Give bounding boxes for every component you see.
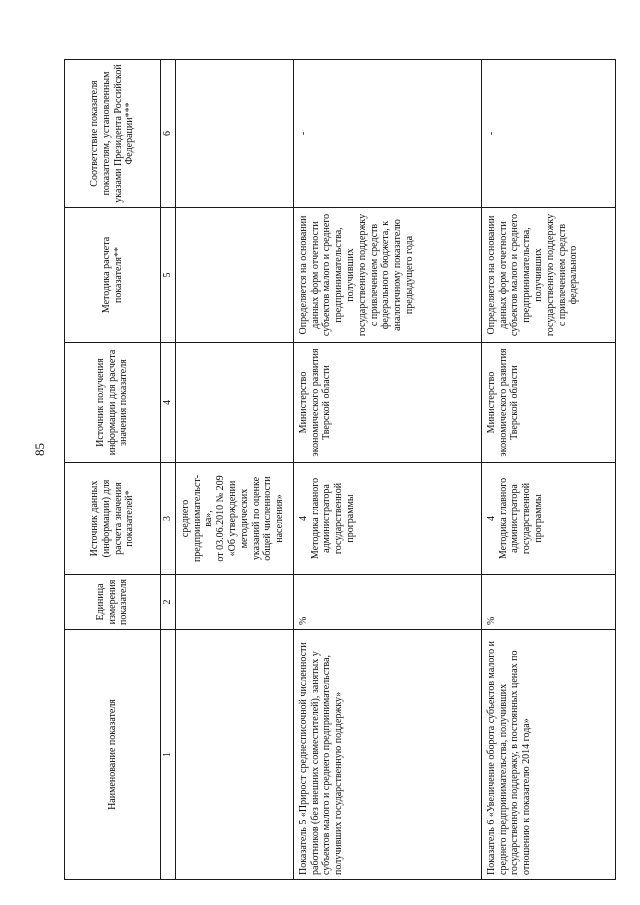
info-source-cell: Министерство экономического развития Тверской области (481, 343, 615, 463)
data-source-line: «Об утверждении (226, 480, 238, 557)
data-source-cell (481, 463, 615, 575)
table-header-row (65, 60, 161, 880)
info-source-cell (175, 343, 293, 463)
column-number: 5 (161, 208, 176, 343)
data-source-line: администратора (321, 484, 333, 553)
column-number-row (161, 60, 176, 880)
method-cell: Определяется на основании данных форм отчетности субъектов малого и среднего предпринимательства, получивших государственную поддержку с привлечением средств федерального (481, 208, 615, 343)
header-info-source: Источник получения информации для расчета значения показателя (65, 343, 161, 463)
data-source-line: администратора (509, 484, 521, 553)
header-compliance: Соответствие показателя показателям, установленным указами Президента Российской Федерации*** (65, 60, 161, 208)
column-number: 2 (161, 575, 176, 630)
page-number: 85 (32, 443, 47, 456)
compliance-cell: - (481, 60, 615, 208)
data-source-line: Методика главного (309, 477, 321, 560)
data-source-line: 4 (297, 516, 309, 521)
unit-cell: % (481, 575, 615, 630)
table-row (175, 60, 293, 880)
data-source-cell (175, 463, 293, 575)
data-source-line: предпринимательст- (191, 474, 203, 563)
header-indicator-name: Наименование показателя (65, 630, 161, 880)
data-source-line: среднего (179, 499, 191, 538)
table-row (481, 60, 615, 880)
data-source-line: от 03.06.2010 № 209 (215, 475, 227, 562)
data-source-line: программы (532, 494, 544, 543)
method-cell (175, 208, 293, 343)
data-source-line: государственной (521, 482, 533, 555)
unit-cell: % (293, 575, 481, 630)
compliance-cell: - (293, 60, 481, 208)
data-source-line: программы (344, 494, 356, 543)
indicator-name-cell (175, 630, 293, 880)
data-source-line: 4 (485, 516, 497, 521)
table-row (293, 60, 481, 880)
data-source-line: Методика главного (497, 477, 509, 560)
header-data-source: Источник данных (информации) для расчета значения показателей* (65, 463, 161, 575)
data-source-line: государственной (333, 482, 345, 555)
data-source-cell (293, 463, 481, 575)
method-cell: Определяется на основании данных форм отчетности субъектов малого и среднего предпринимательства, получивших государственную поддержку с привлечением средств федерального бюджета, к аналогичному показателю предыдущего года (293, 208, 481, 343)
compliance-cell (175, 60, 293, 208)
column-number: 4 (161, 343, 176, 463)
data-source-line: ва», (203, 510, 215, 527)
indicator-name-cell: Показатель 6 «Увеличение оборота субъектов малого и среднего предпринимательства, получивших государственную поддержку, в постоянных ценах по отношению к показателю 2014 года» (481, 630, 615, 880)
info-source-cell: Министерство экономического развития Тверской области (293, 343, 481, 463)
column-number: 6 (161, 60, 176, 208)
data-source-line: указаний по оценке (250, 476, 262, 561)
column-number: 3 (161, 463, 176, 575)
indicator-name-cell: Показатель 5 «Прирост среднесписочной численности работников (без внешних совместителей), занятых у субъектов малого и среднего предпринимательства, получивших государственную поддержку» (293, 630, 481, 880)
rotated-table-container (64, 60, 614, 880)
data-source-line: методических (238, 488, 250, 549)
indicators-table (64, 59, 616, 880)
data-source-line: общей численности (262, 476, 274, 561)
header-unit: Единица измерения показателя (65, 575, 161, 630)
data-source-line: населения» (274, 494, 286, 543)
unit-cell (175, 575, 293, 630)
header-method: Методика расчета показателя** (65, 208, 161, 343)
column-number: 1 (161, 630, 176, 880)
